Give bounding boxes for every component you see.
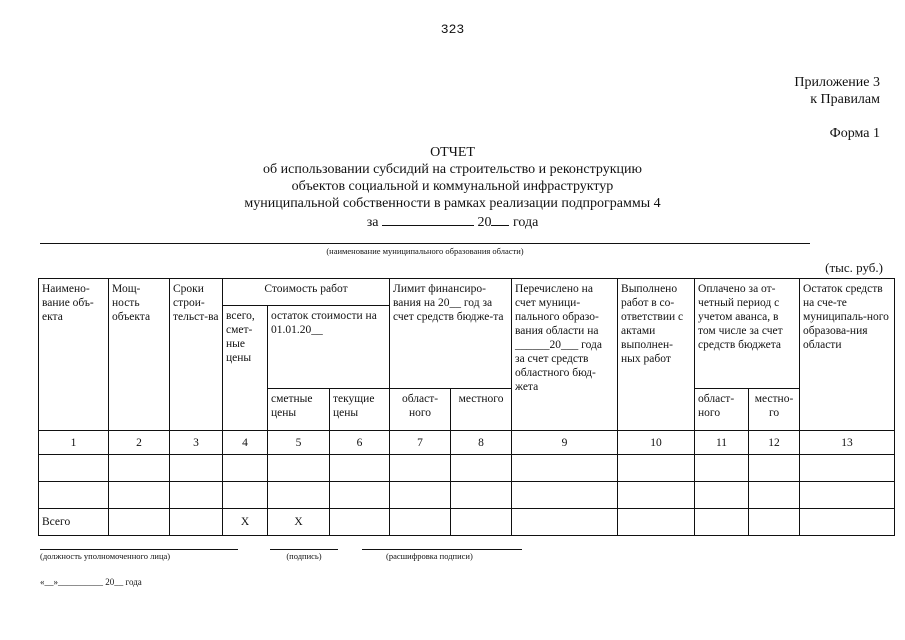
- table-cell[interactable]: [39, 482, 109, 509]
- table-cell[interactable]: [170, 455, 223, 482]
- table-cell[interactable]: [618, 482, 695, 509]
- period-year: 20: [477, 215, 492, 230]
- header-paid-local: местно-го: [749, 389, 800, 431]
- period-prefix: за: [366, 215, 379, 230]
- table-cell[interactable]: [512, 482, 618, 509]
- header-capacity: Мощ-ность объекта: [109, 279, 170, 431]
- table-cell[interactable]: [330, 455, 390, 482]
- table-cell[interactable]: [390, 455, 451, 482]
- table-cell[interactable]: [390, 509, 451, 536]
- report-title: [0, 144, 905, 231]
- table-cell[interactable]: [268, 455, 330, 482]
- table-row: [39, 482, 895, 509]
- units-label: (тыс. руб.): [825, 260, 883, 275]
- table-cell[interactable]: [512, 455, 618, 482]
- column-number: 2: [109, 431, 170, 455]
- column-number: 12: [749, 431, 800, 455]
- table-cell[interactable]: [170, 509, 223, 536]
- header-construction-terms: Сроки строи-тельст-ва: [170, 279, 223, 431]
- report-subtitle-1: об использовании субсидий на строительство и реконструкцию: [263, 162, 642, 177]
- total-label: Всего: [39, 509, 109, 536]
- decoding-caption: (расшифровка подписи): [386, 551, 473, 561]
- period-blank[interactable]: [382, 212, 474, 226]
- column-number: 5: [268, 431, 330, 455]
- table-cell[interactable]: [223, 482, 268, 509]
- column-number: 7: [390, 431, 451, 455]
- report-subtitle-3: муниципальной собственности в рамках реализации подпрограммы 4: [244, 196, 661, 211]
- table-cell[interactable]: [451, 455, 512, 482]
- column-number: 4: [223, 431, 268, 455]
- table-cell[interactable]: [109, 482, 170, 509]
- table-cell[interactable]: [330, 482, 390, 509]
- table-cell[interactable]: [800, 482, 895, 509]
- report-period: [0, 212, 905, 231]
- table-row: [39, 455, 895, 482]
- report-subtitle-2: объектов социальной и коммунальной инфраструктур: [291, 179, 614, 194]
- signature-line[interactable]: [270, 549, 338, 561]
- header-paid-regional: област-ного: [695, 389, 749, 431]
- column-number: 10: [618, 431, 695, 455]
- table-cell[interactable]: [451, 482, 512, 509]
- decoding-signature-line[interactable]: [362, 549, 522, 561]
- report-table: [38, 278, 895, 536]
- column-number: 6: [330, 431, 390, 455]
- table-cell[interactable]: [695, 455, 749, 482]
- date-line[interactable]: «__»__________ 20__ года: [40, 577, 142, 587]
- appendix-line1: Приложение 3: [794, 75, 880, 90]
- header-cost-remaining: остаток стоимости на 01.01.20__: [268, 306, 390, 389]
- header-limit-regional: област-ного: [390, 389, 451, 431]
- municipality-caption: (наименование муниципального образования области): [326, 246, 524, 256]
- position-caption: (должность уполномоченного лица): [40, 551, 171, 561]
- table-cell[interactable]: [39, 455, 109, 482]
- table-cell[interactable]: [800, 509, 895, 536]
- column-number: 3: [170, 431, 223, 455]
- table-cell[interactable]: [223, 455, 268, 482]
- table-cell[interactable]: [618, 509, 695, 536]
- header-work-done: Выполнено работ в со-ответствии с актами выполнен-ных работ: [618, 279, 695, 431]
- total-row: [39, 509, 895, 536]
- appendix-line2: к Правилам: [810, 92, 880, 107]
- municipality-line[interactable]: [40, 243, 810, 244]
- table-cell[interactable]: [695, 509, 749, 536]
- table-cell[interactable]: [109, 455, 170, 482]
- period-year-blank[interactable]: [491, 212, 509, 226]
- header-work-cost: Стоимость работ: [223, 279, 390, 306]
- total-mark: X: [268, 509, 330, 536]
- header-cost-total: всего, смет-ные цены: [223, 306, 268, 431]
- form-label: Форма 1: [829, 126, 880, 141]
- column-number: 1: [39, 431, 109, 455]
- table-cell[interactable]: [749, 455, 800, 482]
- header-limit-local: местного: [451, 389, 512, 431]
- header-cost-estimate: сметные цены: [268, 389, 330, 431]
- table-cell[interactable]: [512, 509, 618, 536]
- table-cell[interactable]: [749, 509, 800, 536]
- header-financing-limit: Лимит финансиро-вания на 20__ год за счет средств бюдже-та: [390, 279, 512, 389]
- table-cell[interactable]: [695, 482, 749, 509]
- period-suffix: года: [512, 215, 539, 230]
- header-remaining-funds: Остаток средств на сче-те муниципаль-ного образова-ния области: [800, 279, 895, 431]
- signature-caption: (подпись): [286, 551, 322, 561]
- column-number: 13: [800, 431, 895, 455]
- table-cell[interactable]: [800, 455, 895, 482]
- table-cell[interactable]: [451, 509, 512, 536]
- column-number: 11: [695, 431, 749, 455]
- column-number: 8: [451, 431, 512, 455]
- header-object-name: Наимено-вание объ-екта: [39, 279, 109, 431]
- header-cost-current: текущие цены: [330, 389, 390, 431]
- table-cell[interactable]: [749, 482, 800, 509]
- header-transferred: Перечислено на счет муници-пального образо-вания области на ______20___ года за счет средств областного бюд-жета: [512, 279, 618, 431]
- header-paid: Оплачено за от-четный период с учетом аванса, в том числе за счет средств бюджета: [695, 279, 800, 389]
- page-number: 323: [440, 22, 465, 37]
- table-cell[interactable]: [618, 455, 695, 482]
- column-number: 9: [512, 431, 618, 455]
- column-number-row: [39, 431, 895, 455]
- table-cell[interactable]: [268, 482, 330, 509]
- appendix-label: [794, 74, 880, 108]
- table-cell[interactable]: [330, 509, 390, 536]
- position-signature-line[interactable]: [40, 549, 238, 561]
- table-cell[interactable]: [170, 482, 223, 509]
- report-heading: ОТЧЕТ: [430, 145, 475, 160]
- table-cell[interactable]: [109, 509, 170, 536]
- table-cell[interactable]: [390, 482, 451, 509]
- total-mark: X: [223, 509, 268, 536]
